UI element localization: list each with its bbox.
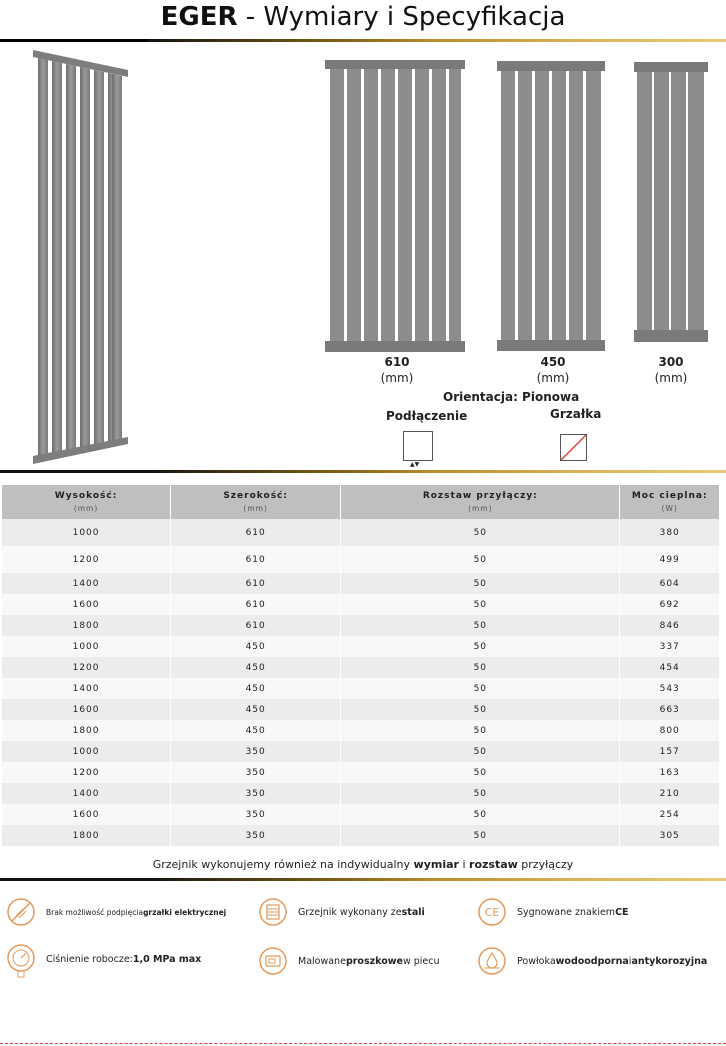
table-cell: 1200 <box>2 657 171 678</box>
table-cell: 610 <box>171 519 341 546</box>
radiator-front-300 <box>634 62 708 342</box>
table-body <box>2 519 720 846</box>
dimension-450 <box>523 354 583 386</box>
table-cell: 450 <box>171 678 341 699</box>
table-row <box>2 804 720 825</box>
table-cell: 1600 <box>2 699 171 720</box>
bottom-dashed-border <box>0 1043 726 1044</box>
dimension-300 <box>641 354 701 386</box>
table-cell: 380 <box>620 519 720 546</box>
table-cell: 337 <box>620 636 720 657</box>
ce-mark-text: CE <box>484 906 500 919</box>
table-cell: 157 <box>620 741 720 762</box>
table-cell: 254 <box>620 804 720 825</box>
table-cell: 50 <box>341 762 620 783</box>
connection-icon <box>403 431 433 461</box>
table-cell: 50 <box>341 657 620 678</box>
table-cell: 350 <box>171 783 341 804</box>
table-header-row <box>2 485 720 519</box>
table-cell: 350 <box>171 825 341 846</box>
dimension-610 <box>367 354 427 386</box>
section-divider-bottom <box>0 878 726 881</box>
table-cell: 50 <box>341 804 620 825</box>
table-row <box>2 615 720 636</box>
table-cell: 450 <box>171 699 341 720</box>
table-cell: 1000 <box>2 519 171 546</box>
feature-no-heater: Brak możliwość podpięcia grzałki elektrycznej <box>6 897 226 927</box>
radiator-front-610 <box>325 60 465 353</box>
table-row <box>2 720 720 741</box>
table-row <box>2 825 720 846</box>
oven-icon <box>258 946 288 976</box>
table-cell: 1200 <box>2 762 171 783</box>
table-cell: 50 <box>341 546 620 573</box>
feature-pressure: Ciśnienie robocze: 1,0 MPa max <box>6 944 201 974</box>
table-cell: 350 <box>171 741 341 762</box>
table-cell: 1400 <box>2 573 171 594</box>
radiator-perspective-tubes <box>38 58 122 462</box>
table-row <box>2 699 720 720</box>
table-cell: 450 <box>171 636 341 657</box>
table-cell: 846 <box>620 615 720 636</box>
connection-label: Podłączenie <box>386 409 468 423</box>
table-cell: 350 <box>171 762 341 783</box>
radiator-steel-icon <box>258 897 288 927</box>
header-height: Wysokość: (mm) <box>2 485 171 519</box>
table-cell: 50 <box>341 519 620 546</box>
table-cell: 50 <box>341 594 620 615</box>
table-cell: 610 <box>171 546 341 573</box>
radiator-front-450 <box>497 61 605 351</box>
table-cell: 692 <box>620 594 720 615</box>
table-cell: 1600 <box>2 594 171 615</box>
table-cell: 50 <box>341 636 620 657</box>
table-cell: 350 <box>171 804 341 825</box>
orientation-label: Orientacja: Pionowa <box>443 390 580 404</box>
custom-size-note: Grzejnik wykonujemy również na indywidualny wymiar i rozstaw przyłączy <box>152 858 574 871</box>
table-cell: 50 <box>341 573 620 594</box>
table-cell: 800 <box>620 720 720 741</box>
pressure-gauge-icon <box>6 944 36 974</box>
table-cell: 454 <box>620 657 720 678</box>
title-product-name: EGER <box>160 2 238 32</box>
no-heater-icon <box>6 897 36 927</box>
table-cell: 50 <box>341 678 620 699</box>
table-cell: 499 <box>620 546 720 573</box>
connection-arrows-icon: ▲▼ <box>410 461 420 468</box>
heater-label: Grzałka <box>550 407 602 421</box>
table-cell: 610 <box>171 615 341 636</box>
header-power: Moc cieplna: (W) <box>620 485 720 519</box>
table-row <box>2 657 720 678</box>
dimension-450-value: 450 <box>540 355 566 369</box>
table-cell: 163 <box>620 762 720 783</box>
table-cell: 1800 <box>2 825 171 846</box>
table-cell: 1200 <box>2 546 171 573</box>
table-row <box>2 594 720 615</box>
table-cell: 604 <box>620 573 720 594</box>
table-row <box>2 762 720 783</box>
table-cell: 50 <box>341 615 620 636</box>
table-cell: 663 <box>620 699 720 720</box>
dimension-610-value: 610 <box>384 355 410 369</box>
table-cell: 1800 <box>2 720 171 741</box>
table-row <box>2 741 720 762</box>
table-row <box>2 546 720 573</box>
table-cell: 450 <box>171 720 341 741</box>
table-cell: 543 <box>620 678 720 699</box>
table-cell: 610 <box>171 594 341 615</box>
table-cell: 1600 <box>2 804 171 825</box>
dimension-300-value: 300 <box>658 355 684 369</box>
table-row <box>2 573 720 594</box>
feature-ce: CE Sygnowane znakiem CE <box>477 897 629 927</box>
table-cell: 1000 <box>2 636 171 657</box>
table-cell: 50 <box>341 741 620 762</box>
table-cell: 50 <box>341 720 620 741</box>
table-row <box>2 636 720 657</box>
table-row <box>2 678 720 699</box>
table-cell: 610 <box>171 573 341 594</box>
table-cell: 50 <box>341 699 620 720</box>
specification-table <box>2 485 720 846</box>
table-cell: 305 <box>620 825 720 846</box>
table-row <box>2 519 720 546</box>
feature-powder-coating: Malowane proszkowe w piecu <box>258 946 440 976</box>
table-row <box>2 783 720 804</box>
ce-mark-icon <box>477 897 507 927</box>
table-cell: 1000 <box>2 741 171 762</box>
header-width: Szerokość: (mm) <box>171 485 341 519</box>
water-drop-icon <box>477 946 507 976</box>
header-spacing: Rozstaw przyłączy: (mm) <box>341 485 620 519</box>
table-cell: 50 <box>341 783 620 804</box>
table-cell: 1800 <box>2 615 171 636</box>
dimension-610-unit: (mm) <box>380 371 414 385</box>
table-cell: 210 <box>620 783 720 804</box>
section-divider-top <box>0 470 726 473</box>
dimension-450-unit: (mm) <box>536 371 570 385</box>
table-cell: 1400 <box>2 678 171 699</box>
feature-steel: Grzejnik wykonany ze stali <box>258 897 425 927</box>
feature-waterproof: Powłoka wodoodporna i antykorozyjna <box>477 946 707 976</box>
table-cell: 1400 <box>2 783 171 804</box>
heater-disabled-icon <box>560 434 587 461</box>
dimension-300-unit: (mm) <box>654 371 688 385</box>
table-cell: 450 <box>171 657 341 678</box>
table-cell: 50 <box>341 825 620 846</box>
title-subtitle: - Wymiary i Specyfikacja <box>237 2 566 32</box>
